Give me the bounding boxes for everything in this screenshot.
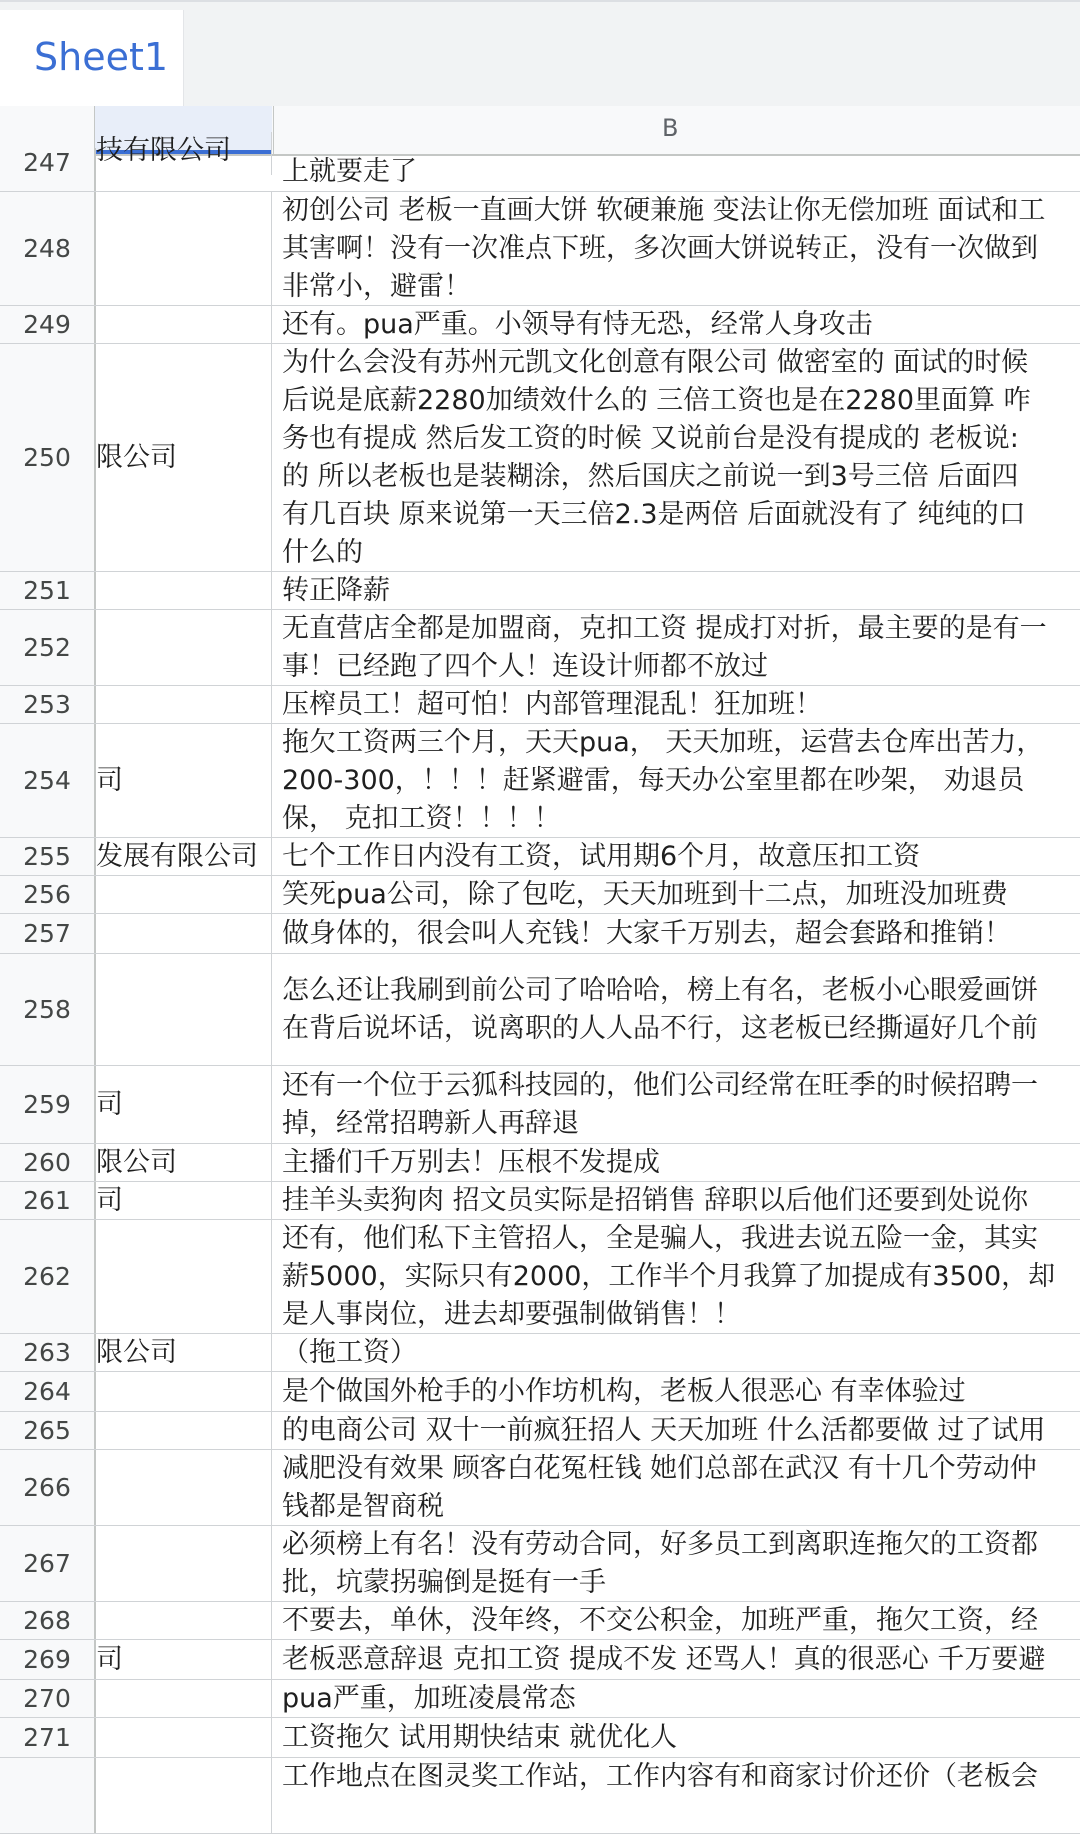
cell-b[interactable]: 无直营店全都是加盟商，克扣工资 提成打对折，最主要的是有一 事！已经跑了四个人！连设计师都不放过 (282, 612, 1047, 682)
cell-a[interactable]: 发展有限公司 (95, 838, 272, 875)
row-number[interactable]: 254 (0, 724, 96, 837)
row-number[interactable]: 250 (0, 344, 96, 571)
cell-a[interactable]: 司 (95, 1066, 272, 1143)
cell-b[interactable]: 是个做国外枪手的小作坊机构，老板人很恶心 有幸体验过 (282, 1375, 966, 1407)
table-row (0, 135, 1080, 192)
cell-b[interactable]: 还有，他们私下主管招人，全是骗人，我进去说五险一金，其实 薪5000，实际只有2000，工作半个月我算了加提成有3500，却 是人事岗位，进去却要强制做销售！！ (282, 1222, 1056, 1330)
cell-a[interactable] (95, 1412, 272, 1449)
row-number[interactable]: 267 (0, 1526, 96, 1601)
table-row (0, 686, 1080, 724)
cell-b[interactable]: 必须榜上有名！没有劳动合同，好多员工到离职连拖欠的工资都 批，坑蒙拐骗倒是挺有一手 (282, 1528, 1038, 1598)
cell-a[interactable] (95, 1526, 272, 1601)
cell-a[interactable]: 限公司 (95, 1334, 272, 1371)
row-number[interactable]: 249 (0, 306, 96, 343)
cell-a[interactable] (95, 1680, 272, 1717)
table-row (0, 192, 1080, 306)
table-row (0, 344, 1080, 572)
row-number[interactable]: 268 (0, 1602, 96, 1639)
table-row (0, 1412, 1080, 1450)
row-number[interactable]: 263 (0, 1334, 96, 1371)
cell-b[interactable]: 上就要走了 (282, 156, 417, 187)
table-row (0, 1066, 1080, 1144)
table-row (0, 876, 1080, 914)
row-number[interactable]: 251 (0, 572, 96, 609)
cell-b[interactable]: 减肥没有效果 顾客白花冤枉钱 她们总部在武汉 有十几个劳动仲 钱都是智商税 (282, 1452, 1037, 1522)
cell-a[interactable] (95, 1758, 272, 1833)
cell-a[interactable] (95, 1372, 272, 1411)
cell-a[interactable] (95, 572, 272, 609)
cell-b[interactable]: 老板恶意辞退 克扣工资 提成不发 还骂人！真的很恶心 千万要避 (282, 1643, 1046, 1675)
cell-b[interactable]: 转正降薪 (282, 574, 390, 606)
table-row (0, 1602, 1080, 1640)
sheet-tab-bar (0, 0, 1080, 108)
row-number[interactable]: 256 (0, 876, 96, 913)
cell-a[interactable] (95, 1718, 272, 1757)
cell-b[interactable]: 初创公司 老板一直画大饼 软硬兼施 变法让你无偿加班 面试和工 其害啊！没有一次准点下班，多次画大饼说转正，没有一次做到 非常小，避雷！ (282, 194, 1046, 302)
cell-b[interactable]: 的电商公司 双十一前疯狂招人 天天加班 什么活都要做 过了试用 (282, 1414, 1046, 1446)
cell-b[interactable]: 笑死pua公司，除了包吃，天天加班到十二点，加班没加班费 (282, 878, 1008, 910)
table-row (0, 1372, 1080, 1412)
cell-a[interactable] (95, 1602, 272, 1639)
row-number[interactable]: 266 (0, 1450, 96, 1525)
table-row (0, 838, 1080, 876)
table-row (0, 1640, 1080, 1680)
cell-a[interactable] (95, 192, 272, 305)
table-row (0, 1334, 1080, 1372)
row-number[interactable]: 258 (0, 954, 96, 1065)
cell-b[interactable]: 怎么还让我刷到前公司了哈哈哈，榜上有名，老板小心眼爱画饼 在背后说坏话，说离职的人人品不行，这老板已经撕逼好几个前 (282, 974, 1038, 1044)
table-row (0, 306, 1080, 344)
table-row (0, 954, 1080, 1066)
row-number[interactable]: 259 (0, 1066, 96, 1143)
table-row (0, 1718, 1080, 1758)
table-row (0, 1182, 1080, 1220)
cell-b[interactable]: 拖欠工资两三个月，天天pua， 天天加班，运营去仓库出苦力， 200-300，！！！赶紧避雷，每天办公室里都在吵架， 劝退员 保， 克扣工资！！！！ (282, 726, 1044, 834)
table-row (0, 1680, 1080, 1718)
sheet-tab[interactable] (0, 10, 184, 108)
cell-a[interactable] (95, 1450, 272, 1525)
cell-b[interactable]: 还有。pua严重。小领导有恃无恐，经常人身攻击 (282, 308, 873, 340)
column-header-b-label: B (662, 114, 679, 142)
cell-a[interactable]: 限公司 (95, 344, 272, 571)
cell-a[interactable] (95, 1220, 272, 1333)
cell-a[interactable] (95, 954, 272, 1065)
table-row (0, 724, 1080, 838)
row-number[interactable]: 262 (0, 1220, 96, 1333)
cell-a[interactable] (95, 686, 272, 723)
cell-a[interactable] (95, 306, 272, 343)
cell-a[interactable]: 司 (95, 1640, 272, 1679)
row-number[interactable]: 265 (0, 1412, 96, 1449)
row-number[interactable]: 248 (0, 192, 96, 305)
cell-b[interactable]: 工资拖欠 试用期快结束 就优化人 (282, 1721, 678, 1753)
cell-a[interactable]: 司 (95, 1182, 272, 1219)
table-row (0, 1144, 1080, 1182)
row-number[interactable]: 264 (0, 1372, 96, 1411)
cell-b[interactable]: 还有一个位于云狐科技园的，他们公司经常在旺季的时候招聘一 掉，经常招聘新人再辞退 (282, 1069, 1038, 1139)
row-number[interactable]: 247 (0, 148, 96, 191)
sheet-tab-label: Sheet1 (34, 35, 169, 79)
row-number[interactable]: 269 (0, 1640, 96, 1679)
cell-b[interactable]: 为什么会没有苏州元凯文化创意有限公司 做密室的 面试的时候 后说是底薪2280加绩效什么的 三倍工资也是在2280里面算 咋 务也有提成 然后发工资的时候 又说前台是没有提成的 老板说: 的 所以老板也是装糊涂，然后国庆之前说一到3号三倍 后面四 有几百块 原来说第一天三倍2.3是两倍 后面就没有了 纯纯的口 什么的 (282, 346, 1031, 568)
row-number[interactable]: 271 (0, 1718, 96, 1757)
table-row (0, 1526, 1080, 1602)
row-number[interactable]: 261 (0, 1182, 96, 1219)
row-number[interactable] (0, 1758, 96, 1833)
row-number[interactable]: 260 (0, 1144, 96, 1181)
select-all-corner[interactable] (0, 106, 96, 154)
table-row (0, 610, 1080, 686)
row-number[interactable]: 257 (0, 914, 96, 953)
cell-a[interactable] (95, 876, 272, 913)
cell-b[interactable]: pua严重，加班凌晨常态 (282, 1682, 576, 1714)
cell-b[interactable]: （拖工资） (282, 1336, 417, 1368)
table-row (0, 572, 1080, 610)
cell-b[interactable]: 七个工作日内没有工资，试用期6个月，故意压扣工资 (282, 840, 921, 872)
table-row (0, 1450, 1080, 1526)
spreadsheet-grid (0, 135, 1080, 1798)
table-row (0, 1758, 1080, 1834)
cell-a[interactable] (95, 914, 272, 953)
cell-b[interactable]: 挂羊头卖狗肉 招文员实际是招销售 辞职以后他们还要到处说你 (282, 1184, 1029, 1216)
cell-b[interactable]: 工作地点在图灵奖工作站，工作内容有和商家讨价还价（老板会 (282, 1761, 1038, 1792)
row-number[interactable]: 252 (0, 610, 96, 685)
cell-b[interactable]: 不要去，单休，没年终，不交公积金，加班严重，拖欠工资，经 (282, 1604, 1038, 1636)
row-number[interactable]: 270 (0, 1680, 96, 1717)
table-row (0, 1220, 1080, 1334)
row-number[interactable]: 255 (0, 838, 96, 875)
cell-a[interactable] (95, 610, 272, 685)
cell-a[interactable]: 技有限公司 (95, 132, 272, 175)
cell-b[interactable]: 主播们千万别去！压根不发提成 (282, 1146, 660, 1178)
cell-b[interactable]: 压榨员工！超可怕！内部管理混乱！狂加班！ (282, 688, 822, 720)
column-header-b[interactable] (273, 106, 1081, 154)
cell-b[interactable]: 做身体的，很会叫人充钱！大家千万别去，超会套路和推销！ (282, 917, 1011, 949)
cell-a[interactable]: 限公司 (95, 1144, 272, 1181)
table-row (0, 914, 1080, 954)
row-number[interactable]: 253 (0, 686, 96, 723)
cell-a[interactable]: 司 (95, 724, 272, 837)
